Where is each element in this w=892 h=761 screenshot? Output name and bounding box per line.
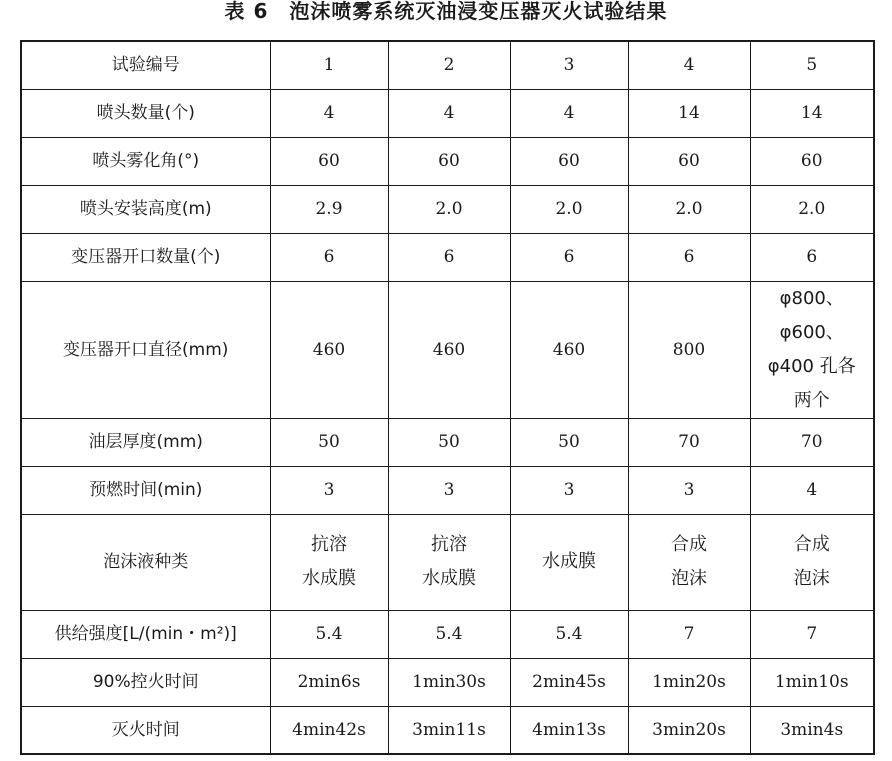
cell-text: 2.0 [675,199,703,219]
table-cell [388,418,510,466]
cell-text: 抗溶 [431,534,467,555]
table-cell [750,281,874,418]
table-cell [628,41,750,89]
row-label: 喷头数量(个) [21,89,270,137]
cell-text: 14 [800,103,823,123]
cell-text: 4 [443,103,455,123]
cell-text: 5.4 [555,624,583,644]
table-cell [270,610,388,658]
row-label: 油层厚度(mm) [21,418,270,466]
table-cell [750,418,874,466]
table-cell [388,610,510,658]
cell-text: 800 [672,339,706,360]
cell-text: 50 [318,432,340,452]
row-label: 预燃时间(min) [21,466,270,514]
cell-text: 水成膜 [422,568,476,589]
row-label: 喷头安装高度(m) [21,185,270,233]
table-row [21,610,874,658]
row-label: 供给强度[L/(min・m²)] [21,610,270,658]
table-cell [628,137,750,185]
cell-text: φ400 孔各 [767,355,856,377]
table-cell [270,706,388,754]
table-row [21,281,874,418]
table-cell [750,514,874,610]
cell-text: 460 [312,339,346,360]
table-cell [628,281,750,418]
table-cell [510,137,628,185]
table-cell [750,41,874,89]
cell-text: 7 [683,624,695,644]
cell-text: 3min4s [780,719,844,740]
row-label: 变压器开口直径(mm) [21,281,270,418]
cell-text: 抗溶 [311,534,347,555]
cell-text: φ800、φ600、 [779,287,844,343]
table-cell [388,514,510,610]
table-cell [270,185,388,233]
cell-text: 5.4 [435,624,463,644]
table-cell [750,89,874,137]
table-cell [388,233,510,281]
row-label: 灭火时间 [21,706,270,754]
cell-text: 1 [323,55,335,76]
table-cell [510,514,628,610]
table-cell [510,233,628,281]
table-cell [628,89,750,137]
table-cell [388,185,510,233]
cell-text: 3min20s [652,719,726,740]
cell-text: 3 [563,480,575,500]
table-cell [270,466,388,514]
table-cell [510,185,628,233]
cell-text: 泡沫 [671,568,707,589]
table-cell [270,418,388,466]
table-cell [270,233,388,281]
cell-text: 1min20s [652,672,726,692]
table-cell [388,658,510,706]
table-cell [628,466,750,514]
cell-text: 合成 [671,534,707,555]
cell-text: 460 [432,339,466,360]
table-cell [750,185,874,233]
table-cell [628,418,750,466]
cell-text: 6 [683,247,695,267]
table-cell [388,89,510,137]
cell-text: 60 [678,151,700,171]
table-row [21,658,874,706]
row-label: 泡沫液种类 [21,514,270,610]
cell-text: 3 [683,480,695,500]
cell-text: 4 [683,55,695,76]
cell-text: 7 [806,624,818,644]
cell-text: 3 [563,55,575,76]
cell-text: 2min6s [297,672,361,692]
results-table [20,40,875,755]
row-label: 试验编号 [21,41,270,89]
cell-text: 4 [806,480,818,500]
cell-text: 60 [558,151,580,171]
table-cell [628,233,750,281]
table-row [21,185,874,233]
cell-text: 2.0 [435,199,463,219]
cell-text: 合成 [793,534,830,555]
cell-text: 水成膜 [302,568,356,589]
table-cell [270,514,388,610]
cell-text: 50 [558,432,580,452]
table-cell [750,137,874,185]
cell-text: 14 [678,103,700,123]
table-row [21,233,874,281]
table-cell [628,658,750,706]
table-cell [750,610,874,658]
table-cell [510,610,628,658]
table-cell [388,281,510,418]
cell-text: 两个 [793,389,830,411]
cell-text: 460 [552,339,586,360]
cell-text: 2.0 [798,199,826,219]
cell-text: 3min11s [412,719,486,740]
cell-text: 3 [443,480,455,500]
cell-text: 4min13s [532,719,606,740]
row-label: 90%控火时间 [21,658,270,706]
table-cell [510,466,628,514]
cell-text: 60 [800,151,823,171]
cell-text: 6 [806,247,818,267]
row-label: 喷头雾化角(°) [21,137,270,185]
table-cell [750,658,874,706]
cell-text: 2min45s [532,672,606,692]
cell-text: 1min10s [774,672,849,692]
cell-text: 70 [800,432,823,452]
table-row [21,418,874,466]
table-cell [750,706,874,754]
table-cell [510,706,628,754]
table-cell [628,185,750,233]
table-cell [628,514,750,610]
cell-text: 4 [323,103,335,123]
table-row [21,706,874,754]
cell-text: 4min42s [292,719,366,740]
cell-text: 2.0 [555,199,583,219]
table-cell [388,706,510,754]
cell-text: 1min30s [412,672,486,692]
cell-text: 70 [678,432,700,452]
table-cell [628,610,750,658]
row-label: 变压器开口数量(个) [21,233,270,281]
cell-text: 5.4 [315,624,343,644]
cell-text: 6 [323,247,335,267]
table-cell [510,658,628,706]
cell-text: 水成膜 [542,551,596,572]
table-cell [270,281,388,418]
cell-text: 6 [443,247,455,267]
table-cell [388,41,510,89]
cell-text: 2 [443,55,455,76]
cell-text: 50 [438,432,460,452]
table-cell [270,89,388,137]
results-table-body [21,41,874,754]
cell-text: 泡沫 [793,568,830,589]
cell-text: 2.9 [315,199,343,219]
table-cell [270,41,388,89]
table-row [21,137,874,185]
table-cell [510,281,628,418]
cell-text: 4 [563,103,575,123]
table-cell [388,466,510,514]
cell-text: 60 [438,151,460,171]
table-title: 表 6 泡沫喷雾系统灭油浸变压器灭火试验结果 [224,0,668,23]
table-cell [750,466,874,514]
table-cell [270,658,388,706]
cell-text: 6 [563,247,575,267]
table-cell [510,418,628,466]
table-cell [270,137,388,185]
cell-text: 3 [323,480,335,500]
table-cell [750,233,874,281]
table-row [21,514,874,610]
table-row [21,41,874,89]
cell-text: 5 [806,55,818,76]
table-cell [510,89,628,137]
table-row [21,89,874,137]
table-cell [628,706,750,754]
table-cell [510,41,628,89]
table-row [21,466,874,514]
cell-text: 60 [318,151,340,171]
table-cell [388,137,510,185]
